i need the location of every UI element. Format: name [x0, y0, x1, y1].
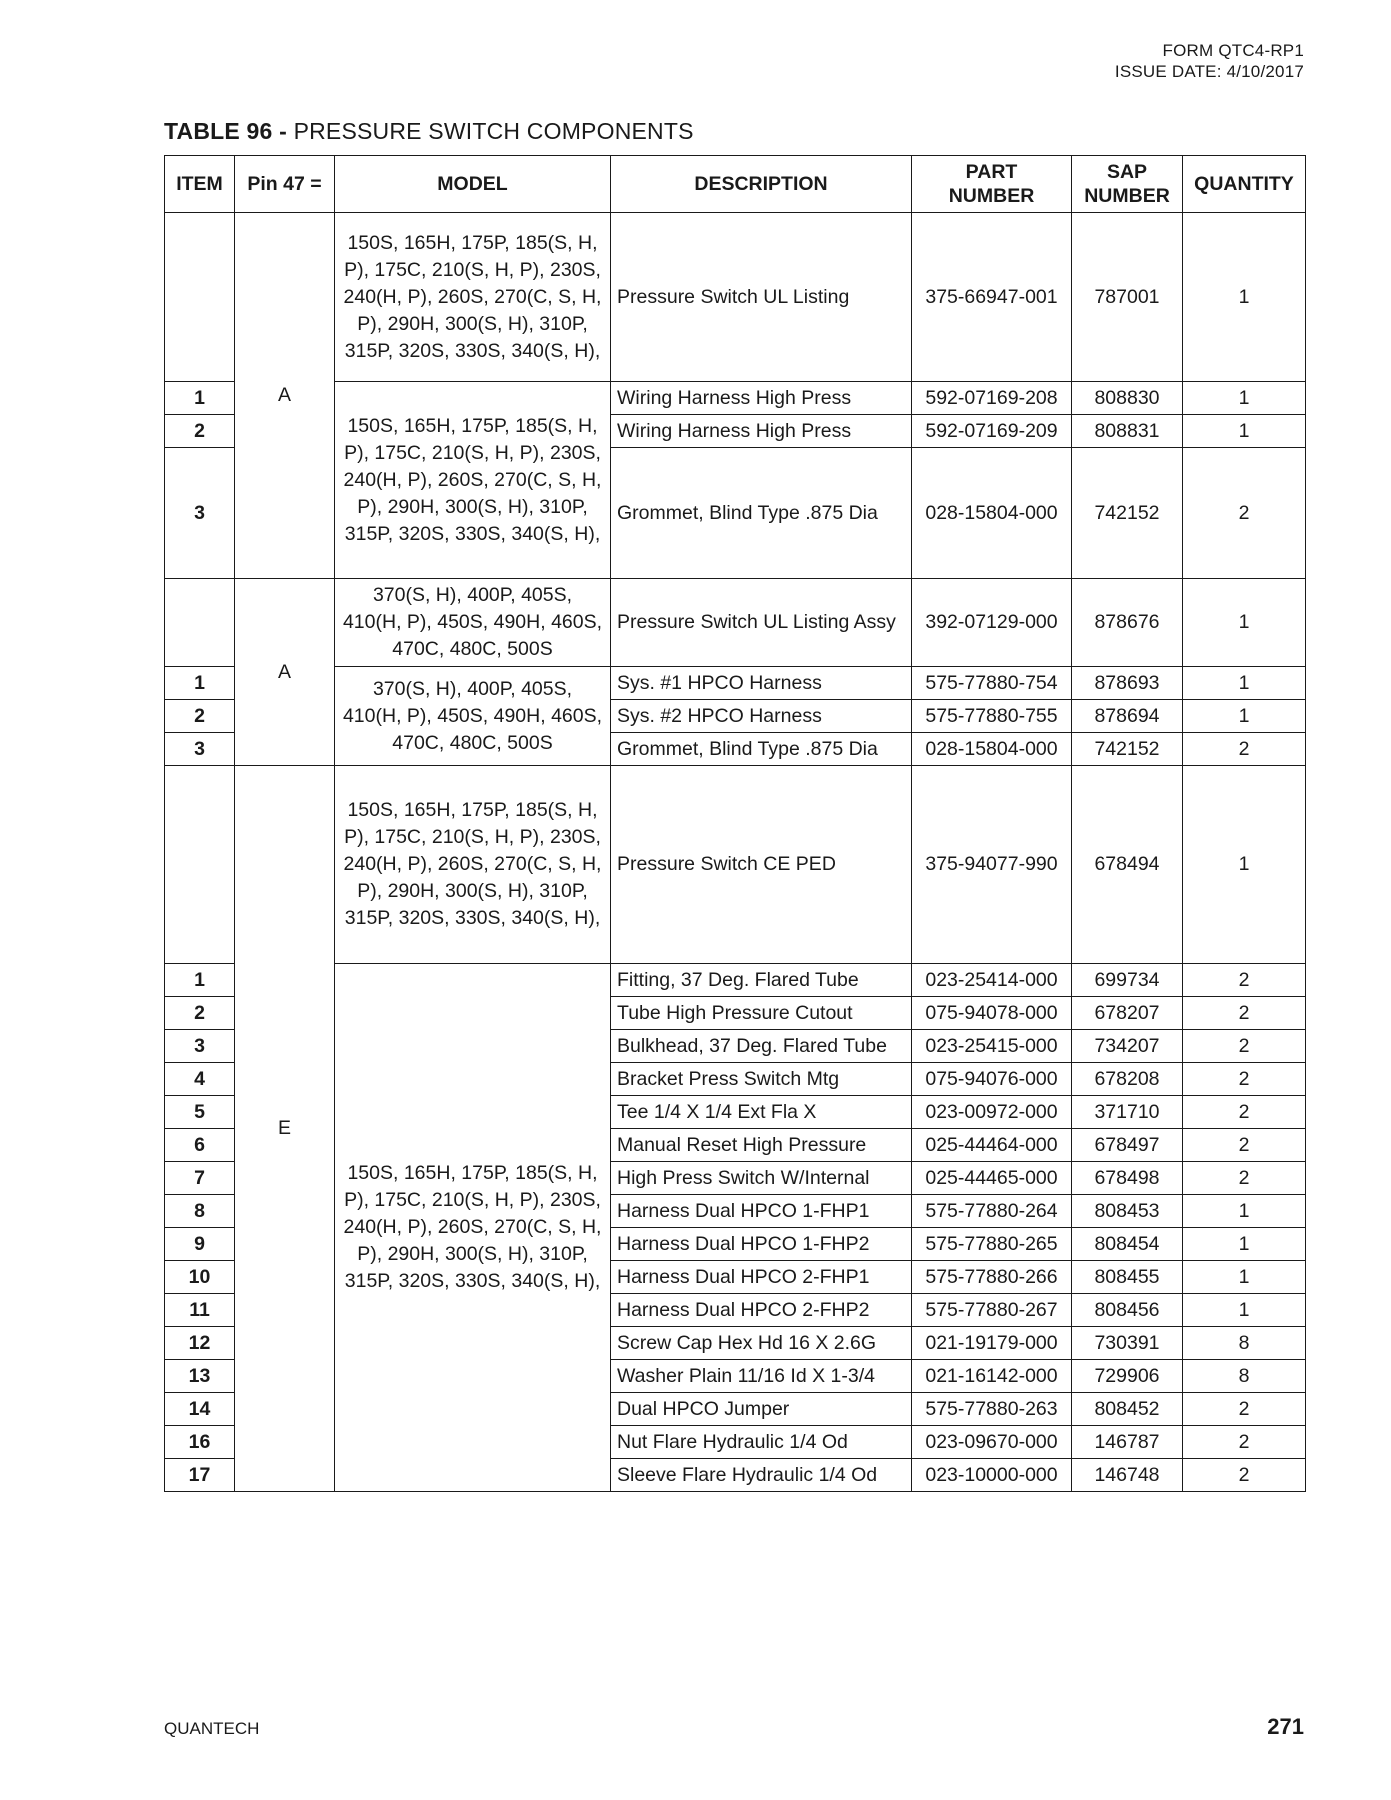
cell-sap-number: 742152	[1072, 448, 1183, 579]
cell-model: 370(S, H), 400P, 405S, 410(H, P), 450S, 490H, 460S, 470C, 480C, 500S	[335, 579, 611, 667]
cell-sap-number: 742152	[1072, 733, 1183, 766]
table-row	[165, 213, 1306, 382]
footer-brand: QUANTECH	[164, 1719, 260, 1738]
cell-item: 1	[165, 667, 235, 700]
cell-quantity: 1	[1183, 415, 1306, 448]
cell-item: 3	[165, 733, 235, 766]
cell-item: 8	[165, 1195, 235, 1228]
cell-pin: A	[235, 213, 335, 579]
cell-item	[165, 213, 235, 382]
cell-description: Manual Reset High Pressure	[611, 1129, 912, 1162]
cell-item: 14	[165, 1393, 235, 1426]
table-row	[165, 964, 1306, 997]
cell-description: Nut Flare Hydraulic 1/4 Od	[611, 1426, 912, 1459]
cell-part-number: 025-44464-000	[912, 1129, 1072, 1162]
cell-item: 1	[165, 964, 235, 997]
cell-part-number: 023-25415-000	[912, 1030, 1072, 1063]
cell-quantity: 1	[1183, 766, 1306, 964]
cell-item: 17	[165, 1459, 235, 1492]
cell-sap-number: 729906	[1072, 1360, 1183, 1393]
cell-sap-number: 878693	[1072, 667, 1183, 700]
cell-quantity: 1	[1183, 1294, 1306, 1327]
cell-part-number: 575-77880-755	[912, 700, 1072, 733]
cell-pin: A	[235, 579, 335, 766]
cell-description: Sleeve Flare Hydraulic 1/4 Od	[611, 1459, 912, 1492]
col-header-description: DESCRIPTION	[611, 156, 912, 213]
table-row	[165, 579, 1306, 667]
cell-part-number: 375-94077-990	[912, 766, 1072, 964]
cell-sap-number: 146787	[1072, 1426, 1183, 1459]
cell-part-number: 592-07169-208	[912, 382, 1072, 415]
table-title-text: PRESSURE SWITCH COMPONENTS	[293, 118, 694, 144]
cell-part-number: 575-77880-754	[912, 667, 1072, 700]
cell-sap-number: 878676	[1072, 579, 1183, 667]
cell-quantity: 8	[1183, 1360, 1306, 1393]
cell-part-number: 023-25414-000	[912, 964, 1072, 997]
cell-part-number: 023-00972-000	[912, 1096, 1072, 1129]
cell-part-number: 028-15804-000	[912, 733, 1072, 766]
cell-part-number: 575-77880-265	[912, 1228, 1072, 1261]
cell-quantity: 1	[1183, 1228, 1306, 1261]
cell-sap-number: 808452	[1072, 1393, 1183, 1426]
cell-sap-number: 678498	[1072, 1162, 1183, 1195]
cell-part-number: 028-15804-000	[912, 448, 1072, 579]
col-header-quantity: QUANTITY	[1183, 156, 1306, 213]
cell-sap-number: 730391	[1072, 1327, 1183, 1360]
col-header-model: MODEL	[335, 156, 611, 213]
cell-quantity: 2	[1183, 1030, 1306, 1063]
cell-description: Harness Dual HPCO 1-FHP1	[611, 1195, 912, 1228]
cell-quantity: 1	[1183, 1195, 1306, 1228]
cell-description: Fitting, 37 Deg. Flared Tube	[611, 964, 912, 997]
cell-quantity: 1	[1183, 667, 1306, 700]
cell-quantity: 2	[1183, 733, 1306, 766]
cell-description: Sys. #2 HPCO Harness	[611, 700, 912, 733]
cell-quantity: 1	[1183, 213, 1306, 382]
cell-description: Dual HPCO Jumper	[611, 1393, 912, 1426]
cell-model: 370(S, H), 400P, 405S, 410(H, P), 450S, 490H, 460S, 470C, 480C, 500S	[335, 667, 611, 766]
col-header-sap-number: SAP NUMBER	[1072, 156, 1183, 213]
cell-description: High Press Switch W/Internal	[611, 1162, 912, 1195]
cell-item: 7	[165, 1162, 235, 1195]
cell-item: 2	[165, 415, 235, 448]
cell-sap-number: 808453	[1072, 1195, 1183, 1228]
cell-quantity: 2	[1183, 1459, 1306, 1492]
cell-sap-number: 678494	[1072, 766, 1183, 964]
cell-description: Harness Dual HPCO 2-FHP1	[611, 1261, 912, 1294]
cell-description: Grommet, Blind Type .875 Dia	[611, 733, 912, 766]
cell-quantity: 2	[1183, 1426, 1306, 1459]
cell-part-number: 021-16142-000	[912, 1360, 1072, 1393]
table-row	[165, 667, 1306, 700]
cell-item: 11	[165, 1294, 235, 1327]
cell-description: Harness Dual HPCO 1-FHP2	[611, 1228, 912, 1261]
cell-sap-number: 146748	[1072, 1459, 1183, 1492]
cell-part-number: 023-09670-000	[912, 1426, 1072, 1459]
cell-model: 150S, 165H, 175P, 185(S, H, P), 175C, 210(S, H, P), 230S, 240(H, P), 260S, 270(C, S, H, P), 290H, 300(S, H), 310P, 315P, 320S, 330S, 340(S, H),	[335, 213, 611, 382]
cell-item: 2	[165, 997, 235, 1030]
cell-description: Tube High Pressure Cutout	[611, 997, 912, 1030]
form-number: FORM QTC4-RP1	[1162, 41, 1304, 60]
cell-pin: E	[235, 766, 335, 1492]
cell-item: 16	[165, 1426, 235, 1459]
cell-description: Sys. #1 HPCO Harness	[611, 667, 912, 700]
cell-quantity: 8	[1183, 1327, 1306, 1360]
pressure-switch-components-table	[164, 155, 1306, 1492]
cell-sap-number: 678497	[1072, 1129, 1183, 1162]
cell-item: 13	[165, 1360, 235, 1393]
cell-quantity: 2	[1183, 1096, 1306, 1129]
cell-description: Pressure Switch UL Listing Assy	[611, 579, 912, 667]
cell-description: Harness Dual HPCO 2-FHP2	[611, 1294, 912, 1327]
cell-item: 4	[165, 1063, 235, 1096]
cell-sap-number: 678207	[1072, 997, 1183, 1030]
cell-item: 2	[165, 700, 235, 733]
cell-quantity: 2	[1183, 1162, 1306, 1195]
cell-sap-number: 787001	[1072, 213, 1183, 382]
cell-sap-number: 808830	[1072, 382, 1183, 415]
cell-part-number: 575-77880-267	[912, 1294, 1072, 1327]
cell-item: 3	[165, 1030, 235, 1063]
cell-sap-number: 808831	[1072, 415, 1183, 448]
page-header	[1115, 40, 1304, 82]
cell-item: 3	[165, 448, 235, 579]
cell-quantity: 2	[1183, 964, 1306, 997]
cell-sap-number: 808454	[1072, 1228, 1183, 1261]
cell-sap-number: 808456	[1072, 1294, 1183, 1327]
table-title-number: TABLE 96 -	[164, 118, 287, 144]
col-header-part-number: PART NUMBER	[912, 156, 1072, 213]
cell-part-number: 075-94076-000	[912, 1063, 1072, 1096]
cell-description: Bracket Press Switch Mtg	[611, 1063, 912, 1096]
table-row	[165, 766, 1306, 964]
cell-quantity: 2	[1183, 1129, 1306, 1162]
cell-sap-number: 808455	[1072, 1261, 1183, 1294]
cell-description: Pressure Switch CE PED	[611, 766, 912, 964]
issue-date: ISSUE DATE: 4/10/2017	[1114, 62, 1304, 81]
cell-part-number: 575-77880-263	[912, 1393, 1072, 1426]
cell-item: 1	[165, 382, 235, 415]
cell-quantity: 1	[1183, 579, 1306, 667]
cell-item	[165, 766, 235, 964]
cell-model: 150S, 165H, 175P, 185(S, H, P), 175C, 210(S, H, P), 230S, 240(H, P), 260S, 270(C, S, H, P), 290H, 300(S, H), 310P, 315P, 320S, 330S, 340(S, H),	[335, 964, 611, 1492]
cell-part-number: 575-77880-264	[912, 1195, 1072, 1228]
cell-part-number: 392-07129-000	[912, 579, 1072, 667]
cell-item: 10	[165, 1261, 235, 1294]
cell-sap-number: 734207	[1072, 1030, 1183, 1063]
cell-part-number: 075-94078-000	[912, 997, 1072, 1030]
cell-sap-number: 371710	[1072, 1096, 1183, 1129]
cell-description: Grommet, Blind Type .875 Dia	[611, 448, 912, 579]
cell-model: 150S, 165H, 175P, 185(S, H, P), 175C, 210(S, H, P), 230S, 240(H, P), 260S, 270(C, S, H, P), 290H, 300(S, H), 310P, 315P, 320S, 330S, 340(S, H),	[335, 382, 611, 579]
cell-sap-number: 699734	[1072, 964, 1183, 997]
page-number: 271	[1267, 1714, 1304, 1739]
cell-part-number: 021-19179-000	[912, 1327, 1072, 1360]
cell-part-number: 023-10000-000	[912, 1459, 1072, 1492]
cell-description: Wiring Harness High Press	[611, 415, 912, 448]
table-row	[165, 382, 1306, 415]
cell-quantity: 1	[1183, 1261, 1306, 1294]
cell-quantity: 1	[1183, 700, 1306, 733]
cell-description: Tee 1/4 X 1/4 Ext Fla X	[611, 1096, 912, 1129]
col-header-pin: Pin 47 =	[235, 156, 335, 213]
cell-model: 150S, 165H, 175P, 185(S, H, P), 175C, 210(S, H, P), 230S, 240(H, P), 260S, 270(C, S, H, P), 290H, 300(S, H), 310P, 315P, 320S, 330S, 340(S, H),	[335, 766, 611, 964]
cell-part-number: 025-44465-000	[912, 1162, 1072, 1195]
cell-quantity: 2	[1183, 448, 1306, 579]
cell-quantity: 2	[1183, 1063, 1306, 1096]
cell-description: Screw Cap Hex Hd 16 X 2.6G	[611, 1327, 912, 1360]
col-header-item: ITEM	[165, 156, 235, 213]
cell-part-number: 575-77880-266	[912, 1261, 1072, 1294]
cell-item: 5	[165, 1096, 235, 1129]
cell-quantity: 2	[1183, 1393, 1306, 1426]
cell-description: Wiring Harness High Press	[611, 382, 912, 415]
cell-description: Washer Plain 11/16 Id X 1-3/4	[611, 1360, 912, 1393]
cell-item: 12	[165, 1327, 235, 1360]
cell-part-number: 592-07169-209	[912, 415, 1072, 448]
cell-part-number: 375-66947-001	[912, 213, 1072, 382]
cell-sap-number: 878694	[1072, 700, 1183, 733]
cell-description: Bulkhead, 37 Deg. Flared Tube	[611, 1030, 912, 1063]
cell-quantity: 1	[1183, 382, 1306, 415]
table-header-row	[165, 156, 1306, 213]
cell-item: 6	[165, 1129, 235, 1162]
cell-item	[165, 579, 235, 667]
cell-description: Pressure Switch UL Listing	[611, 213, 912, 382]
cell-item: 9	[165, 1228, 235, 1261]
cell-sap-number: 678208	[1072, 1063, 1183, 1096]
table-title	[164, 118, 694, 145]
cell-quantity: 2	[1183, 997, 1306, 1030]
